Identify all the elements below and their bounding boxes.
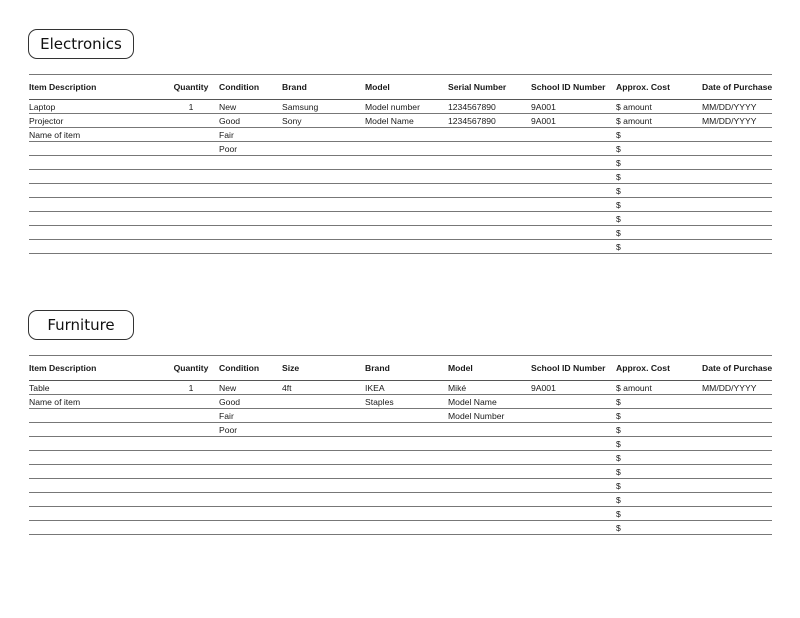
table-cell xyxy=(365,184,448,198)
table-cell xyxy=(282,479,365,493)
table-row xyxy=(29,170,772,184)
column-header: School ID Number xyxy=(531,356,616,381)
table-cell xyxy=(448,479,531,493)
table-cell: 4ft xyxy=(282,381,365,395)
table-cell xyxy=(29,423,163,437)
table-row xyxy=(29,507,772,521)
table-cell: Table xyxy=(29,381,163,395)
table-cell xyxy=(702,184,772,198)
table-cell: $ xyxy=(616,465,702,479)
table-cell xyxy=(365,479,448,493)
table-cell xyxy=(219,465,282,479)
table-cell xyxy=(219,451,282,465)
table-cell xyxy=(282,142,365,156)
table-cell xyxy=(365,465,448,479)
furniture-section-title: Furniture xyxy=(28,310,134,340)
table-cell xyxy=(531,184,616,198)
table-cell: 9A001 xyxy=(531,114,616,128)
table-row xyxy=(29,240,772,254)
table-cell xyxy=(531,170,616,184)
column-header: Quantity xyxy=(163,75,219,100)
table-cell xyxy=(29,156,163,170)
table-cell xyxy=(282,437,365,451)
column-header: Date of Purchase xyxy=(702,356,772,381)
table-cell: $ xyxy=(616,198,702,212)
table-cell xyxy=(282,465,365,479)
table-cell xyxy=(448,170,531,184)
table-cell xyxy=(282,240,365,254)
table-cell xyxy=(702,212,772,226)
table-cell xyxy=(163,226,219,240)
table-cell xyxy=(531,395,616,409)
table-cell xyxy=(282,395,365,409)
table-cell xyxy=(163,212,219,226)
table-row xyxy=(29,100,772,114)
table-cell xyxy=(29,521,163,535)
table-cell xyxy=(29,451,163,465)
table-cell xyxy=(219,521,282,535)
table-cell xyxy=(531,479,616,493)
table-cell: 1 xyxy=(163,381,219,395)
table-cell xyxy=(29,212,163,226)
table-cell: $ xyxy=(616,128,702,142)
table-cell xyxy=(29,142,163,156)
table-row xyxy=(29,156,772,170)
table-cell xyxy=(163,184,219,198)
table-cell xyxy=(365,156,448,170)
column-header: Condition xyxy=(219,356,282,381)
table-cell xyxy=(702,507,772,521)
table-header-row xyxy=(29,75,772,100)
table-cell xyxy=(29,437,163,451)
table-cell xyxy=(219,479,282,493)
table-cell xyxy=(448,198,531,212)
table-cell xyxy=(163,409,219,423)
table-cell xyxy=(163,114,219,128)
table-cell: $ xyxy=(616,479,702,493)
table-cell xyxy=(163,142,219,156)
table-cell: $ xyxy=(616,493,702,507)
table-cell: Model number xyxy=(365,100,448,114)
table-cell: Name of item xyxy=(29,128,163,142)
table-cell xyxy=(365,128,448,142)
table-cell xyxy=(29,493,163,507)
table-cell xyxy=(702,451,772,465)
table-cell xyxy=(531,507,616,521)
table-cell: $ xyxy=(616,521,702,535)
table-row xyxy=(29,198,772,212)
table-cell xyxy=(531,465,616,479)
table-cell xyxy=(448,156,531,170)
table-cell: Good xyxy=(219,114,282,128)
table-cell xyxy=(702,479,772,493)
table-cell: Model Number xyxy=(448,409,531,423)
table-cell: $ xyxy=(616,226,702,240)
table-row xyxy=(29,114,772,128)
table-cell: Model Name xyxy=(365,114,448,128)
table-cell xyxy=(702,409,772,423)
table-cell xyxy=(702,437,772,451)
table-cell xyxy=(163,521,219,535)
table-cell xyxy=(702,156,772,170)
table-cell xyxy=(219,507,282,521)
table-cell xyxy=(163,451,219,465)
table-cell xyxy=(365,170,448,184)
table-cell: New xyxy=(219,381,282,395)
table-row xyxy=(29,465,772,479)
table-cell: Projector xyxy=(29,114,163,128)
table-cell xyxy=(163,128,219,142)
table-cell xyxy=(702,128,772,142)
table-cell xyxy=(219,184,282,198)
table-cell xyxy=(219,226,282,240)
table-cell: $ amount xyxy=(616,114,702,128)
table-cell xyxy=(282,198,365,212)
table-cell xyxy=(282,423,365,437)
table-cell xyxy=(219,156,282,170)
table-cell xyxy=(219,198,282,212)
table-cell xyxy=(448,521,531,535)
table-cell xyxy=(448,465,531,479)
table-cell xyxy=(29,507,163,521)
table-cell: 9A001 xyxy=(531,381,616,395)
table-cell: MM/DD/YYYY xyxy=(702,114,772,128)
table-cell xyxy=(702,170,772,184)
table-cell xyxy=(219,170,282,184)
table-cell xyxy=(702,521,772,535)
table-cell xyxy=(282,156,365,170)
table-cell: MM/DD/YYYY xyxy=(702,381,772,395)
table-cell xyxy=(365,409,448,423)
table-header-row xyxy=(29,356,772,381)
table-cell xyxy=(531,409,616,423)
table-cell: 1 xyxy=(163,100,219,114)
table-row xyxy=(29,128,772,142)
table-cell xyxy=(29,198,163,212)
table-cell: Samsung xyxy=(282,100,365,114)
table-cell xyxy=(702,226,772,240)
table-cell xyxy=(282,507,365,521)
table-cell xyxy=(702,395,772,409)
table-cell: Name of item xyxy=(29,395,163,409)
table-cell xyxy=(365,437,448,451)
table-cell xyxy=(702,198,772,212)
table-cell: Fair xyxy=(219,128,282,142)
table-cell: $ xyxy=(616,184,702,198)
table-cell: $ xyxy=(616,240,702,254)
table-cell: MM/DD/YYYY xyxy=(702,100,772,114)
table-cell xyxy=(531,128,616,142)
table-cell xyxy=(448,493,531,507)
table-cell xyxy=(531,142,616,156)
table-cell xyxy=(282,521,365,535)
table-cell xyxy=(29,170,163,184)
table-cell xyxy=(163,507,219,521)
column-header: Brand xyxy=(365,356,448,381)
column-header: Approx. Cost xyxy=(616,356,702,381)
table-row xyxy=(29,142,772,156)
table-cell: Miké xyxy=(448,381,531,395)
table-cell: Staples xyxy=(365,395,448,409)
table-cell xyxy=(282,184,365,198)
table-cell xyxy=(531,198,616,212)
table-cell xyxy=(365,240,448,254)
table-cell xyxy=(163,198,219,212)
table-cell: Model Name xyxy=(448,395,531,409)
table-cell xyxy=(163,437,219,451)
table-cell xyxy=(29,226,163,240)
table-cell xyxy=(531,156,616,170)
table-cell: 9A001 xyxy=(531,100,616,114)
table-cell: Poor xyxy=(219,142,282,156)
table-cell xyxy=(219,493,282,507)
table-cell xyxy=(531,521,616,535)
table-cell xyxy=(531,240,616,254)
column-header: Item Description xyxy=(29,75,163,100)
table-cell xyxy=(365,226,448,240)
table-cell xyxy=(448,142,531,156)
table-cell: $ xyxy=(616,212,702,226)
table-cell xyxy=(448,226,531,240)
table-cell: Poor xyxy=(219,423,282,437)
table-cell xyxy=(531,226,616,240)
table-row xyxy=(29,184,772,198)
table-cell xyxy=(365,212,448,226)
table-cell xyxy=(531,212,616,226)
electronics-table xyxy=(29,74,772,254)
table-cell xyxy=(219,437,282,451)
table-cell xyxy=(282,409,365,423)
table-cell xyxy=(448,451,531,465)
table-cell: Fair xyxy=(219,409,282,423)
table-row xyxy=(29,493,772,507)
table-cell xyxy=(29,479,163,493)
table-cell: $ xyxy=(616,507,702,521)
table-cell: $ xyxy=(616,437,702,451)
table-cell: Laptop xyxy=(29,100,163,114)
furniture-table xyxy=(29,355,772,535)
table-cell xyxy=(282,170,365,184)
table-cell: $ xyxy=(616,156,702,170)
table-cell xyxy=(163,170,219,184)
table-cell xyxy=(448,128,531,142)
column-header: Brand xyxy=(282,75,365,100)
table-cell xyxy=(365,198,448,212)
table-row xyxy=(29,451,772,465)
table-cell xyxy=(163,395,219,409)
column-header: Date of Purchase xyxy=(702,75,772,100)
table-row xyxy=(29,395,772,409)
table-cell: New xyxy=(219,100,282,114)
table-cell xyxy=(163,240,219,254)
table-cell xyxy=(163,423,219,437)
table-cell xyxy=(531,423,616,437)
table-row xyxy=(29,423,772,437)
table-cell: 1234567890 xyxy=(448,100,531,114)
column-header: School ID Number xyxy=(531,75,616,100)
table-cell: 1234567890 xyxy=(448,114,531,128)
table-cell: $ xyxy=(616,423,702,437)
table-cell: IKEA xyxy=(365,381,448,395)
column-header: Serial Number xyxy=(448,75,531,100)
table-row xyxy=(29,381,772,395)
table-cell: $ xyxy=(616,409,702,423)
table-cell xyxy=(282,493,365,507)
table-cell: $ xyxy=(616,395,702,409)
table-cell xyxy=(702,493,772,507)
table-cell xyxy=(219,240,282,254)
table-cell xyxy=(219,212,282,226)
table-cell xyxy=(29,240,163,254)
table-cell xyxy=(702,240,772,254)
table-cell xyxy=(365,451,448,465)
table-cell: $ amount xyxy=(616,381,702,395)
table-cell xyxy=(282,226,365,240)
table-cell xyxy=(29,465,163,479)
table-cell xyxy=(365,493,448,507)
table-cell xyxy=(282,128,365,142)
column-header: Model xyxy=(448,356,531,381)
table-cell xyxy=(282,451,365,465)
table-cell xyxy=(448,212,531,226)
table-cell xyxy=(702,465,772,479)
column-header: Approx. Cost xyxy=(616,75,702,100)
table-cell: Good xyxy=(219,395,282,409)
table-cell xyxy=(531,437,616,451)
table-cell xyxy=(365,142,448,156)
column-header: Model xyxy=(365,75,448,100)
table-cell: $ xyxy=(616,142,702,156)
table-cell xyxy=(163,493,219,507)
table-cell xyxy=(365,521,448,535)
table-cell: $ xyxy=(616,170,702,184)
table-cell xyxy=(448,507,531,521)
table-row xyxy=(29,437,772,451)
table-cell xyxy=(702,423,772,437)
table-row xyxy=(29,409,772,423)
table-row xyxy=(29,226,772,240)
table-cell: $ xyxy=(616,451,702,465)
column-header: Item Description xyxy=(29,356,163,381)
table-cell xyxy=(365,507,448,521)
electronics-section-title: Electronics xyxy=(28,29,134,59)
column-header: Quantity xyxy=(163,356,219,381)
table-cell xyxy=(448,437,531,451)
table-cell xyxy=(29,184,163,198)
table-cell: Sony xyxy=(282,114,365,128)
table-cell xyxy=(448,423,531,437)
table-cell xyxy=(702,142,772,156)
table-cell xyxy=(282,212,365,226)
table-cell xyxy=(531,451,616,465)
table-cell xyxy=(163,479,219,493)
table-row xyxy=(29,521,772,535)
table-cell xyxy=(448,184,531,198)
table-cell xyxy=(29,409,163,423)
column-header: Condition xyxy=(219,75,282,100)
column-header: Size xyxy=(282,356,365,381)
table-cell xyxy=(163,156,219,170)
table-cell xyxy=(531,493,616,507)
table-row xyxy=(29,212,772,226)
table-row xyxy=(29,479,772,493)
table-cell xyxy=(365,423,448,437)
table-cell xyxy=(163,465,219,479)
table-cell: $ amount xyxy=(616,100,702,114)
table-cell xyxy=(448,240,531,254)
